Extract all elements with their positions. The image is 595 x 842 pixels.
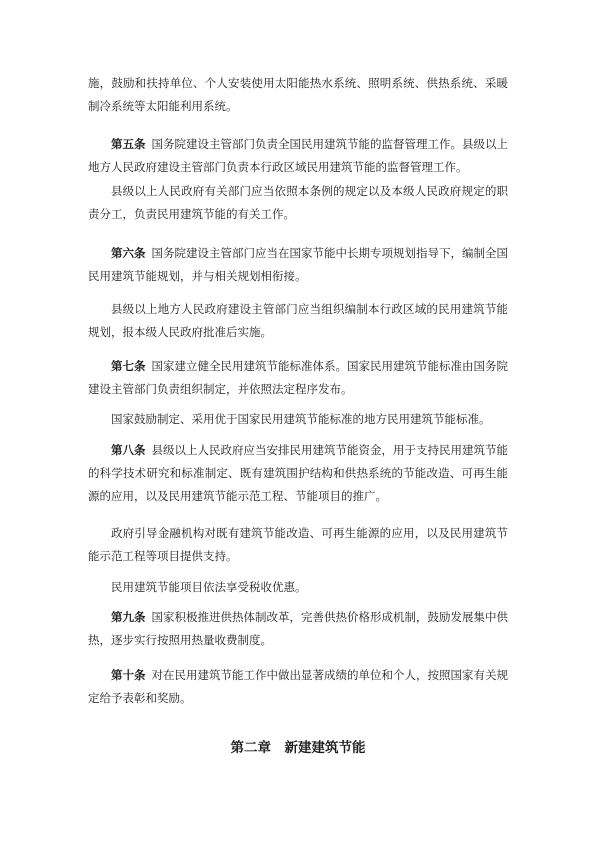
paragraph — [88, 298, 508, 344]
paragraph-text: 县级以上人民政府应当安排民用建筑节能资金，用于支持民用建筑节能的科学技术研究和标准制定、既有建筑围护结构和供热系统的节能改造、可再生能源的应用，以及民用建筑节能示范工程、节能项目的推广。 — [88, 443, 508, 503]
paragraph-text: 对在民用建筑节能工作中做出显著成绩的单位和个人，按照国家有关规定给予表彰和奖励。 — [88, 668, 508, 705]
paragraph-text: 国务院建设主管部门应当在国家节能中长期专项规划指导下，编制全国民用建筑节能规划，并与相关规划相衔接。 — [88, 246, 508, 283]
paragraph-text: 国家积极推进供热体制改革，完善供热价格形成机制，鼓励发展集中供热，逐步实行按照用热量收费制度。 — [88, 610, 508, 647]
paragraph-text: 民用建筑节能项目依法享受税收优惠。 — [111, 580, 307, 594]
paragraph — [88, 180, 508, 226]
paragraph-text: 国家建立健全民用建筑节能标准体系。国家民用建筑节能标准由国务院建设主管部门负责组织制定，并依照法定程序发布。 — [88, 359, 508, 396]
paragraph-text: 县级以上人民政府有关部门应当依照本条例的规定以及本级人民政府规定的职责分工，负责民用建筑节能的有关工作。 — [88, 184, 508, 221]
article-number: 第九条 — [111, 610, 146, 624]
paragraph — [88, 576, 508, 599]
paragraph — [88, 522, 508, 568]
article-number: 第六条 — [111, 246, 146, 260]
article-number: 第八条 — [111, 443, 146, 457]
paragraph-text: 国务院建设主管部门负责全国民用建筑节能的监督管理工作。县级以上地方人民政府建设主管部门负责本行政区域民用建筑节能的监督管理工作。 — [88, 137, 508, 174]
article-number: 第七条 — [111, 359, 146, 373]
article-6 — [88, 242, 508, 288]
paragraph-text: 施，鼓励和扶持单位、个人安装使用太阳能热水系统、照明系统、供热系统、采暖制冷系统等太阳能利用系统。 — [88, 76, 508, 113]
paragraph — [88, 408, 508, 431]
paragraph-continuation — [88, 72, 508, 118]
article-7 — [88, 355, 508, 401]
paragraph-text: 县级以上地方人民政府建设主管部门应当组织编制本行政区域的民用建筑节能规划，报本级人民政府批准后实施。 — [88, 302, 508, 339]
article-5 — [88, 133, 508, 179]
paragraph-text: 国家鼓励制定、采用优于国家民用建筑节能标准的地方民用建筑节能标准。 — [111, 412, 491, 426]
article-number: 第十条 — [111, 668, 146, 682]
paragraph-text: 政府引导金融机构对既有建筑节能改造、可再生能源的应用，以及民用建筑节能示范工程等项目提供支持。 — [88, 526, 508, 563]
article-8 — [88, 439, 508, 508]
article-10 — [88, 664, 508, 710]
article-number: 第五条 — [111, 137, 146, 151]
chapter-heading: 第二章 新建建筑节能 — [230, 740, 366, 756]
article-9 — [88, 606, 508, 652]
